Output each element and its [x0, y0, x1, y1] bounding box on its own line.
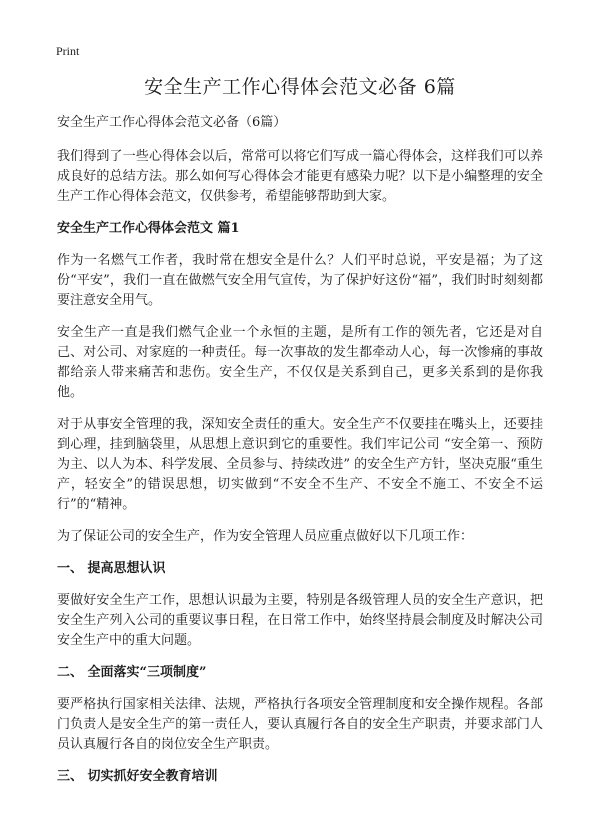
item-heading-3: 三、 切实抓好安全教育培训: [57, 769, 218, 784]
paragraph: 安全生产一直是我们燃气企业一个永恒的主题，是所有工作的领先者，它还是对自己、对公司、对家庭的一种责任。每一次事故的发生都牵动人心，每一次惨痛的事故都给亲人带来痛苦和悲伤。安全生产，不仅仅是关系到自己，更多关系到的是你我他。: [57, 325, 543, 400]
item-heading-1: 一、 提高思想认识: [57, 561, 166, 576]
intro-paragraph: 我们得到了一些心得体会以后，常常可以将它们写成一篇心得体会，这样我们可以养成良好的总结方法。那么如何写心得体会才能更有感染力呢？以下是小编整理的安全生产工作心得体会范文，仅供参考，希望能够帮助到大家。: [57, 149, 543, 204]
subtitle: 安全生产工作心得体会范文必备（6篇）: [57, 115, 287, 130]
item-paragraph-2: 要严格执行国家相关法律、法规，严格执行各项安全管理制度和安全操作规程。各部门负责人是安全生产的第一责任人，要认真履行各自的安全生产职责，并要求部门人员认真履行各自的岗位安全生产职责。: [57, 697, 543, 752]
item-paragraph-1: 要做好安全生产工作，思想认识最为主要，特别是各级管理人员的安全生产意识，把安全生产列入公司的重要议事日程，在日常工作中，始终坚持晨会制度及时解决公司安全生产中的重大问题。: [57, 593, 543, 648]
item-heading-2: 二、 全面落实“三项制度”: [57, 665, 207, 680]
section-heading-1: 安全生产工作心得体会范文 篇1: [57, 221, 240, 236]
paragraph: 作为一名燃气工作者，我时常在想安全是什么？人们平时总说，平安是福；为了这份“平安”，我们一直在做燃气安全用气宣传，为了保护好这份“福”，我们时时刻刻都要注意安全用气。: [57, 253, 543, 308]
print-label: Print: [56, 44, 80, 58]
paragraph: 为了保证公司的安全生产，作为安全管理人员应重点做好以下几项工作：: [57, 529, 474, 544]
page-title: 安全生产工作心得体会范文必备 6篇: [144, 76, 456, 98]
paragraph: 对于从事安全管理的我，深知安全责任的重大。安全生产不仅要挂在嘴头上，还要挂到心理，挂到脑袋里，从思想上意识到它的重要性。我们牢记公司 “安全第一、预防为主、以人为本、科学发展、全员参与、持续改进” 的安全生产方针，坚决克服“重生产，轻安全”的错误思想，切实做到“不安全不生产、不安全不施工、不安全不运行”的“精神。: [57, 417, 543, 512]
